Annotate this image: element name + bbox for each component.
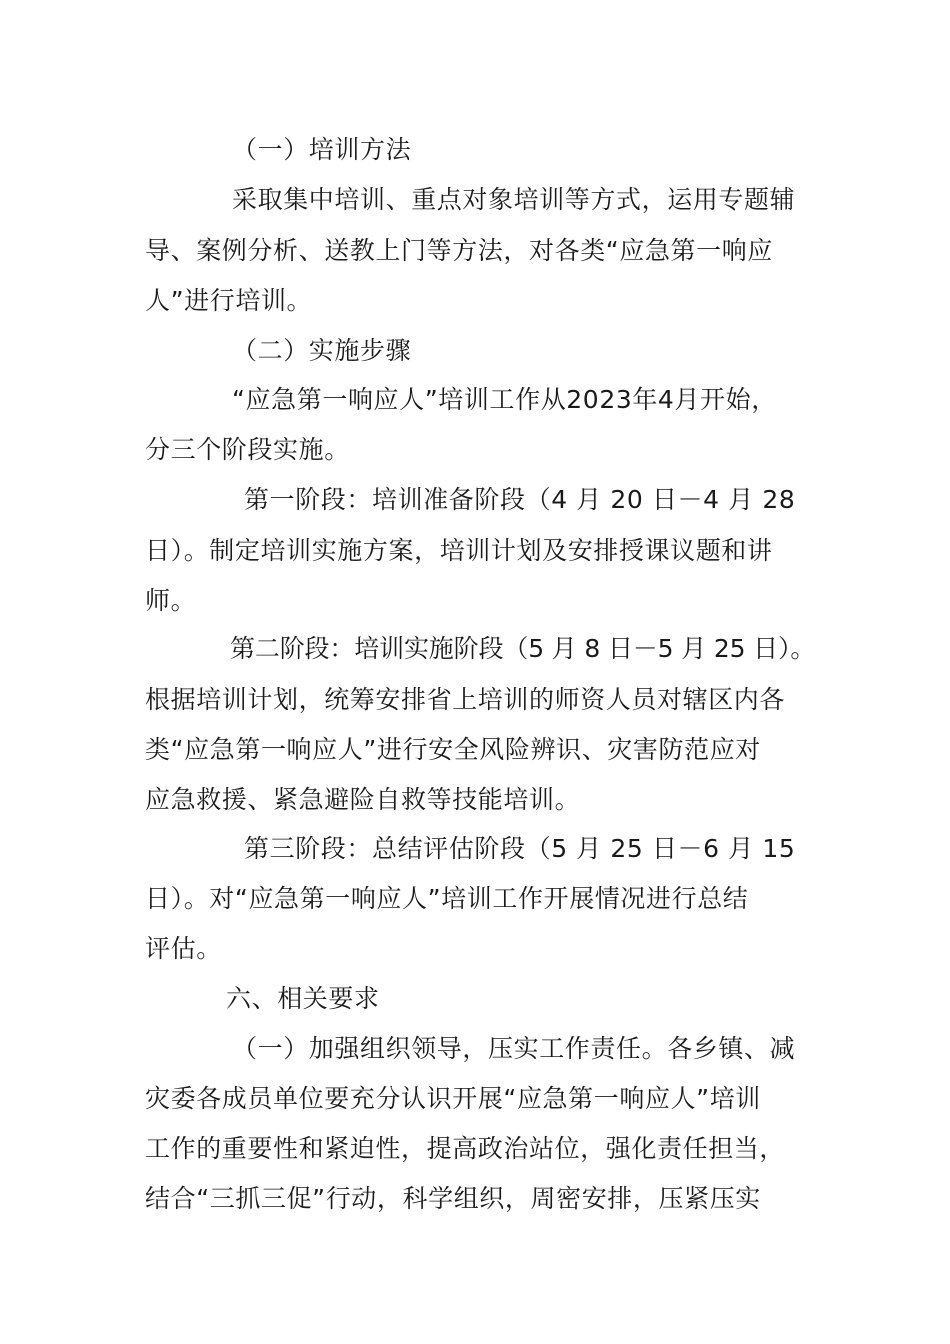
paragraph-line: 根据培训计划，统筹安排省上培训的师资人员对辖区内各 (145, 685, 786, 714)
paragraph-line: 应急救援、紧急避险自救等技能培训。 (145, 785, 581, 814)
paragraph-line: 第三阶段：总结评估阶段（5 月 25 日－6 月 15 (244, 834, 796, 863)
paragraph-line: 分三个阶段实施。 (145, 435, 350, 464)
paragraph-line: 第二阶段：培训实施阶段（5 月 8 日－5 月 25 日）。 (230, 634, 816, 663)
paragraph-line: 类“应急第一响应人”进行安全风险辨识、灾害防范应对 (145, 735, 761, 764)
heading-implementation-steps: （二）实施步骤 (232, 336, 412, 365)
paragraph-line: 第一阶段：培训准备阶段（4 月 20 日－4 月 28 (244, 485, 796, 514)
paragraph-line: “应急第一响应人”培训工作从2023年4月开始， (232, 385, 777, 414)
heading-related-requirements: 六、相关要求 (226, 984, 380, 1013)
paragraph-line: 师。 (145, 586, 197, 615)
paragraph-line: 日）。制定培训实施方案，培训计划及安排授课议题和讲 (145, 536, 773, 565)
paragraph-line: 人”进行培训。 (145, 286, 313, 315)
paragraph-line: 结合“三抓三促”行动，科学组织，周密安排，压紧压实 (145, 1184, 761, 1213)
paragraph-line: 灾委各成员单位要充分认识开展“应急第一响应人”培训 (145, 1084, 761, 1113)
heading-training-method: （一）培训方法 (232, 135, 412, 164)
paragraph-line: 评估。 (145, 934, 222, 963)
paragraph-line: （一）加强组织领导，压实工作责任。各乡镇、减 (232, 1034, 796, 1063)
paragraph-line: 工作的重要性和紧迫性，提高政治站位，强化责任担当， (145, 1134, 786, 1163)
paragraph-line: 日）。对“应急第一响应人”培训工作开展情况进行总结 (145, 884, 749, 913)
paragraph-line: 导、案例分析、送教上门等方法，对各类“应急第一响应 (145, 236, 773, 265)
paragraph-line: 采取集中培训、重点对象培训等方式，运用专题辅 (232, 185, 796, 214)
